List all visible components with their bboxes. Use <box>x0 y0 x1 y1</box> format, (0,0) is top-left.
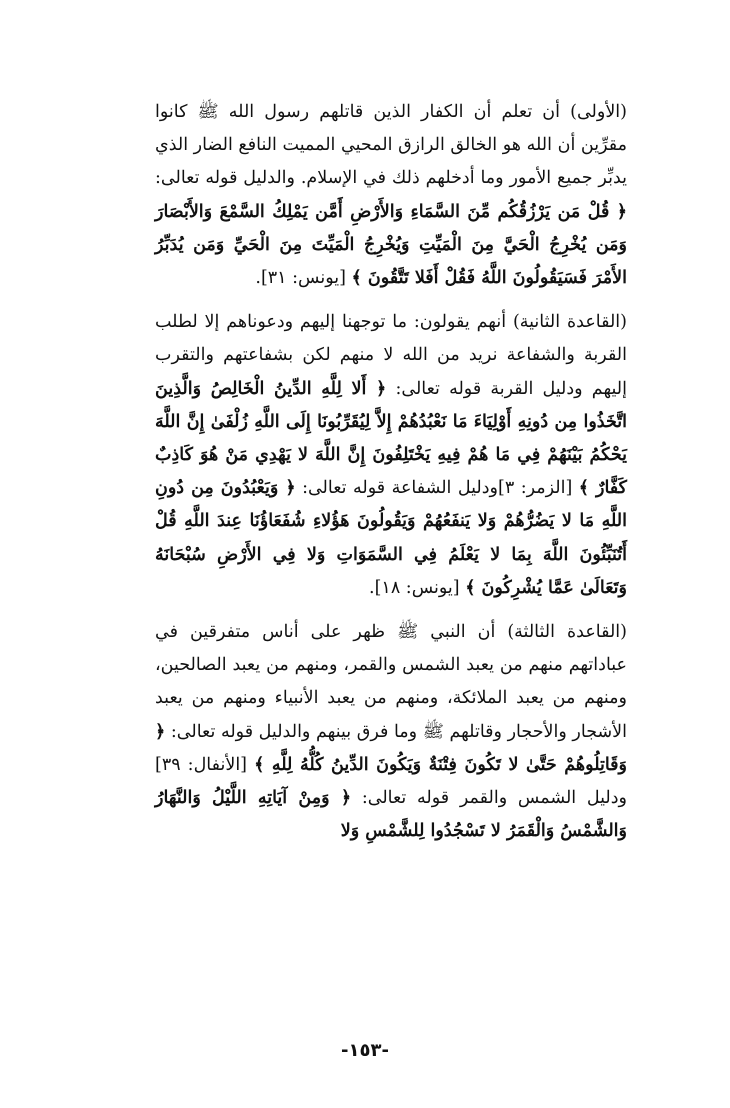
paragraph-intro: (القاعدة الثانية) أنهم يقولون: ما توجهنا إليهم ودعوناهم إلا لطلب القربة والشفاعة نريد من الله لا منهم لكن بشفاعتهم والتقرب إليهم ودليل القربة قوله تعالى: <box>155 312 627 399</box>
quran-verse: ﴿ وَمِنْ آيَاتِهِ اللَّيْلُ وَالنَّهَارُ وَالشَّمْسُ وَالْقَمَرُ لا تَسْجُدُوا لِلشَّمْسِ وَلا <box>155 788 627 842</box>
paragraph-first-rule <box>155 96 627 295</box>
paragraph-third-rule <box>155 616 627 848</box>
paragraph-intro: (الأولى) أن تعلم أن الكفار الذين قاتلهم رسول الله ﷺ كانوا مقرِّين أن الله هو الخالق الرازق المحيي المميت النافع الضار الذي يدبِّر جميع الأمور وما أدخلهم ذلك في الإسلام. والدليل قوله تعالى: <box>155 102 627 189</box>
page-number: -١٥٣- <box>341 1040 389 1061</box>
verse-reference: [الأنفال: ٣٩] ودليل الشمس والقمر قوله تعالى: <box>155 754 627 809</box>
quran-verse: ﴿ وَيَعْبُدُونَ مِن دُونِ اللَّهِ مَا لا يَضُرُّهُمْ وَلا يَنفَعُهُمْ وَيَقُولُونَ هَؤُلاءِ شُفَعَاؤُنَا عِندَ اللَّهِ قُلْ أَتُنَبِّئُونَ اللَّهَ بِمَا لا يَعْلَمُ فِي السَّمَوَاتِ وَلا فِي الأَرْضِ سُبْحَانَهُ وَتَعَالَىٰ عَمَّا يُشْرِكُونَ ﴾ <box>155 478 627 598</box>
verse-reference: [الزمر: ٣]ودليل الشفاعة قوله تعالى: <box>295 478 579 499</box>
quran-verse: ﴿ قُلْ مَن يَرْزُقُكُم مِّنَ السَّمَاءِ وَالأَرْضِ أَمَّن يَمْلِكُ السَّمْعَ وَالأَبْصَارَ وَمَن يُخْرِجُ الْحَيَّ مِنَ الْمَيِّتِ وَيُخْرِجُ الْمَيِّتَ مِنَ الْحَيِّ وَمَن يُدَبِّرُ الأَمْرَ فَسَيَقُولُونَ اللَّهُ فَقُلْ أَفَلا تَتَّقُونَ ﴾ <box>155 201 627 289</box>
paragraph-second-rule <box>155 306 627 605</box>
verse-reference: [يونس: ٣١]. <box>255 268 352 289</box>
quran-verse: ﴿ أَلا لِلَّهِ الدِّينُ الْخَالِصُ وَالَّذِينَ اتَّخَذُوا مِن دُونِهِ أَوْلِيَاءَ مَا نَعْبُدُهُمْ إِلاَّ لِيُقَرِّبُونَا إِلَى اللَّهِ زُلْفَىٰ إِنَّ اللَّهَ يَحْكُمُ بَيْنَهُمْ فِي مَا هُمْ فِيهِ يَخْتَلِفُونَ إِنَّ اللَّهَ لا يَهْدِي مَنْ هُوَ كَاذِبٌ كَفَّارٌ ﴾ <box>155 378 627 499</box>
verse-reference: [يونس: ١٨]. <box>369 577 466 598</box>
page-text <box>155 96 627 848</box>
paragraph-intro: (القاعدة الثالثة) أن النبي ﷺ ظهر على أناس متفرقين في عباداتهم منهم من يعبد الشمس والقمر، ومنهم من يعبد الصالحين، ومنهم من يعبد الملائكة، ومنهم من يعبد الأنبياء ومنهم من يعبد الأشجار والأحجار وقاتلهم ﷺ وما فرق بينهم والدليل قوله تعالى: <box>155 622 627 742</box>
quran-verse: ﴿ وَقَاتِلُوهُمْ حَتَّىٰ لا تَكُونَ فِتْنَةٌ وَيَكُونَ الدِّينُ كُلُّهُ لِلَّهِ ﴾ <box>155 721 628 775</box>
